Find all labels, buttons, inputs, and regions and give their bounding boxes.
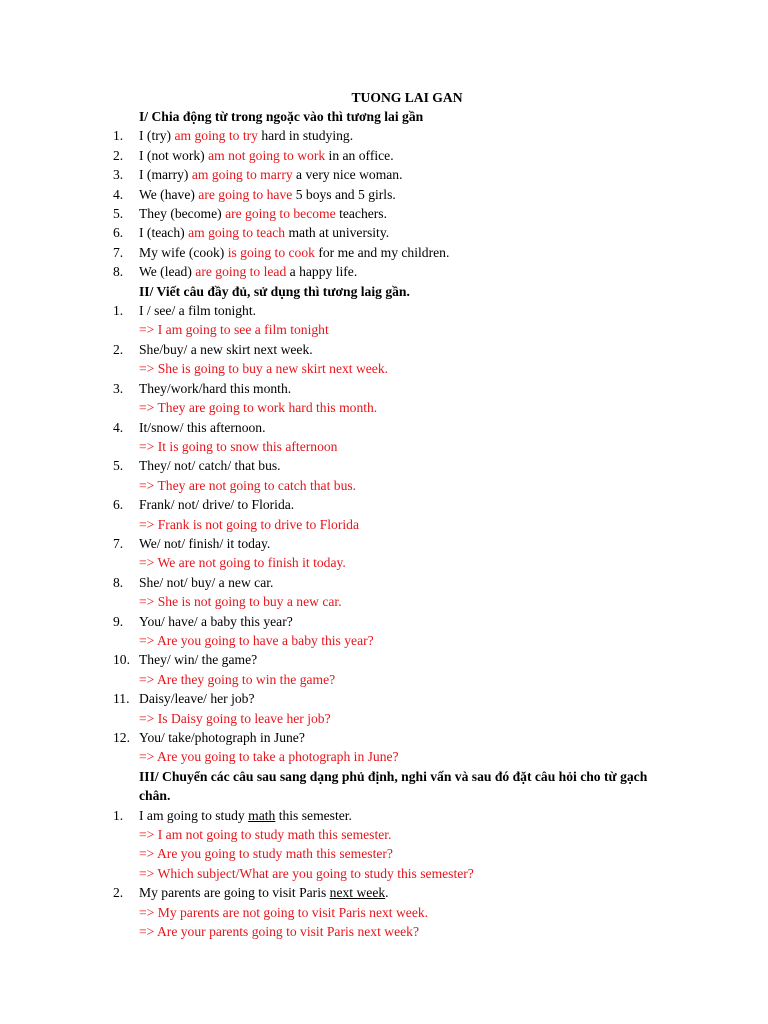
item-answer: => They are not going to catch that bus. (139, 477, 357, 493)
item-answer: => I am going to see a film tonight (139, 322, 329, 338)
item-prompt: I am going to study (139, 807, 249, 823)
item-number: 6. (113, 497, 124, 513)
item-rest: for me and my children. (314, 244, 450, 260)
list-item (0, 728, 768, 747)
item-number: 2. (113, 147, 124, 163)
item-rest: this semester. (275, 807, 352, 823)
item-answer: => Are they going to win the game? (139, 671, 336, 687)
item-rest: teachers. (335, 206, 387, 222)
item-number: 8. (113, 264, 124, 280)
item-number: 12. (113, 730, 130, 745)
item-prompt: I / see/ a film tonight. (139, 303, 257, 319)
list-item (0, 573, 768, 592)
list-item (0, 223, 768, 242)
list-item (0, 612, 768, 631)
item-number: 1. (113, 303, 124, 319)
item-prompt: My parents are going to visit Paris (139, 885, 330, 901)
list-item (0, 262, 768, 281)
item-number: 3. (113, 380, 124, 396)
item-prompt: We/ not/ finish/ it today. (139, 535, 271, 551)
item-number: 8. (113, 574, 124, 590)
section-2-heading: II/ Viết câu đầy đủ, sử dụng thì tương laig gần. (139, 283, 410, 299)
item-answer: => Are your parents going to visit Paris next week? (139, 924, 419, 940)
list-item (0, 340, 768, 359)
item-prompt: They/work/hard this month. (139, 380, 292, 396)
item-number: 1. (113, 128, 124, 144)
list-item (0, 301, 768, 320)
section-3-list (0, 806, 768, 942)
item-prompt: It/snow/ this afternoon. (139, 419, 266, 435)
list-item (0, 165, 768, 184)
item-number: 2. (113, 341, 124, 357)
item-prompt: You/ have/ a baby this year? (139, 613, 293, 629)
item-prompt: They (become) (139, 206, 226, 222)
item-prompt: Daisy/leave/ her job? (139, 691, 255, 707)
list-item (0, 495, 768, 514)
item-rest: hard in studying. (257, 128, 354, 144)
underlined-phrase: math (248, 807, 276, 823)
item-answer: => We are not going to finish it today. (139, 555, 346, 571)
item-prompt: She/ not/ buy/ a new car. (139, 574, 274, 590)
item-prompt: We (lead) (139, 264, 196, 280)
list-item (0, 146, 768, 165)
item-prompt: They/ win/ the game? (139, 652, 258, 668)
item-number: 7. (113, 244, 124, 260)
list-item (0, 883, 768, 902)
item-prompt: They/ not/ catch/ that bus. (139, 458, 281, 474)
item-prompt: I (marry) (139, 167, 192, 183)
item-rest: a very nice woman. (292, 167, 403, 183)
list-item (0, 456, 768, 475)
item-number: 6. (113, 225, 124, 241)
item-prompt: I (not work) (139, 147, 209, 163)
list-item (0, 185, 768, 204)
item-rest: math at university. (285, 225, 390, 241)
item-answer: are going to have (198, 186, 293, 202)
item-prompt: She/buy/ a new skirt next week. (139, 341, 313, 357)
list-item (0, 806, 768, 825)
underlined-phrase: next week (329, 885, 386, 901)
item-answer: => I am not going to study math this semester. (139, 827, 392, 843)
list-item (0, 243, 768, 262)
item-prompt: Frank/ not/ drive/ to Florida. (139, 497, 295, 513)
list-item (0, 650, 768, 669)
list-item (0, 534, 768, 553)
item-answer: is going to cook (227, 244, 315, 260)
list-item (0, 204, 768, 223)
item-answer: => My parents are not going to visit Paris next week. (139, 904, 429, 920)
item-answer: => Are you going to study math this semester? (139, 846, 393, 862)
item-answer: => Are you going to have a baby this year? (139, 632, 374, 648)
item-answer: are going to become (225, 206, 336, 222)
item-answer: am going to marry (191, 167, 293, 183)
item-number: 4. (113, 419, 124, 435)
item-number: 4. (113, 186, 124, 202)
item-number: 10. (113, 652, 130, 668)
item-answer: am going to teach (188, 225, 286, 241)
item-rest: . (385, 885, 389, 901)
item-rest: a happy life. (286, 264, 358, 280)
item-answer: => Is Daisy going to leave her job? (139, 710, 331, 726)
item-rest: in an office. (325, 147, 394, 163)
list-item (0, 418, 768, 437)
item-answer: am going to try (174, 128, 258, 144)
item-number: 2. (113, 885, 124, 901)
item-number: 5. (113, 206, 124, 222)
item-number: 9. (113, 613, 124, 629)
item-number: 11. (113, 691, 130, 707)
item-prompt: My wife (cook) (139, 244, 228, 260)
item-answer: => She is going to buy a new skirt next week. (139, 361, 389, 377)
item-prompt: You/ take/photograph in June? (139, 730, 305, 745)
item-answer: => It is going to snow this afternoon (139, 438, 338, 454)
document-content (0, 107, 768, 941)
section-1-heading: I/ Chia động từ trong ngoặc vào thì tương lai gần (139, 109, 424, 124)
item-answer: => She is not going to buy a new car. (139, 594, 342, 610)
item-number: 3. (113, 167, 124, 183)
item-number: 1. (113, 807, 124, 823)
list-item (0, 379, 768, 398)
item-number: 5. (113, 458, 124, 474)
item-number: 7. (113, 535, 124, 551)
item-answer: are going to lead (195, 264, 287, 280)
section-3-heading: III/ Chuyển các câu sau sang dạng phủ định, nghi vấn và sau đó đặt câu hỏi cho từ gạch chân. (139, 768, 648, 804)
item-answer: => Frank is not going to drive to Florida (139, 516, 359, 532)
item-prompt: I (teach) (139, 225, 189, 241)
item-prompt: We (have) (139, 186, 199, 202)
item-answer: => They are going to work hard this month. (139, 400, 378, 416)
item-prompt: I (try) (139, 128, 175, 144)
list-item (0, 689, 768, 708)
item-answer: => Which subject/What are you going to study this semester? (139, 865, 474, 881)
section-2-list (0, 301, 768, 767)
item-answer: am not going to work (208, 147, 326, 163)
item-rest: 5 boys and 5 girls. (292, 186, 396, 202)
section-1-list (0, 126, 768, 281)
item-answer: => Are you going to take a photograph in June? (139, 749, 399, 765)
list-item (0, 126, 768, 145)
document-title: TUONG LAI GAN (351, 90, 463, 105)
